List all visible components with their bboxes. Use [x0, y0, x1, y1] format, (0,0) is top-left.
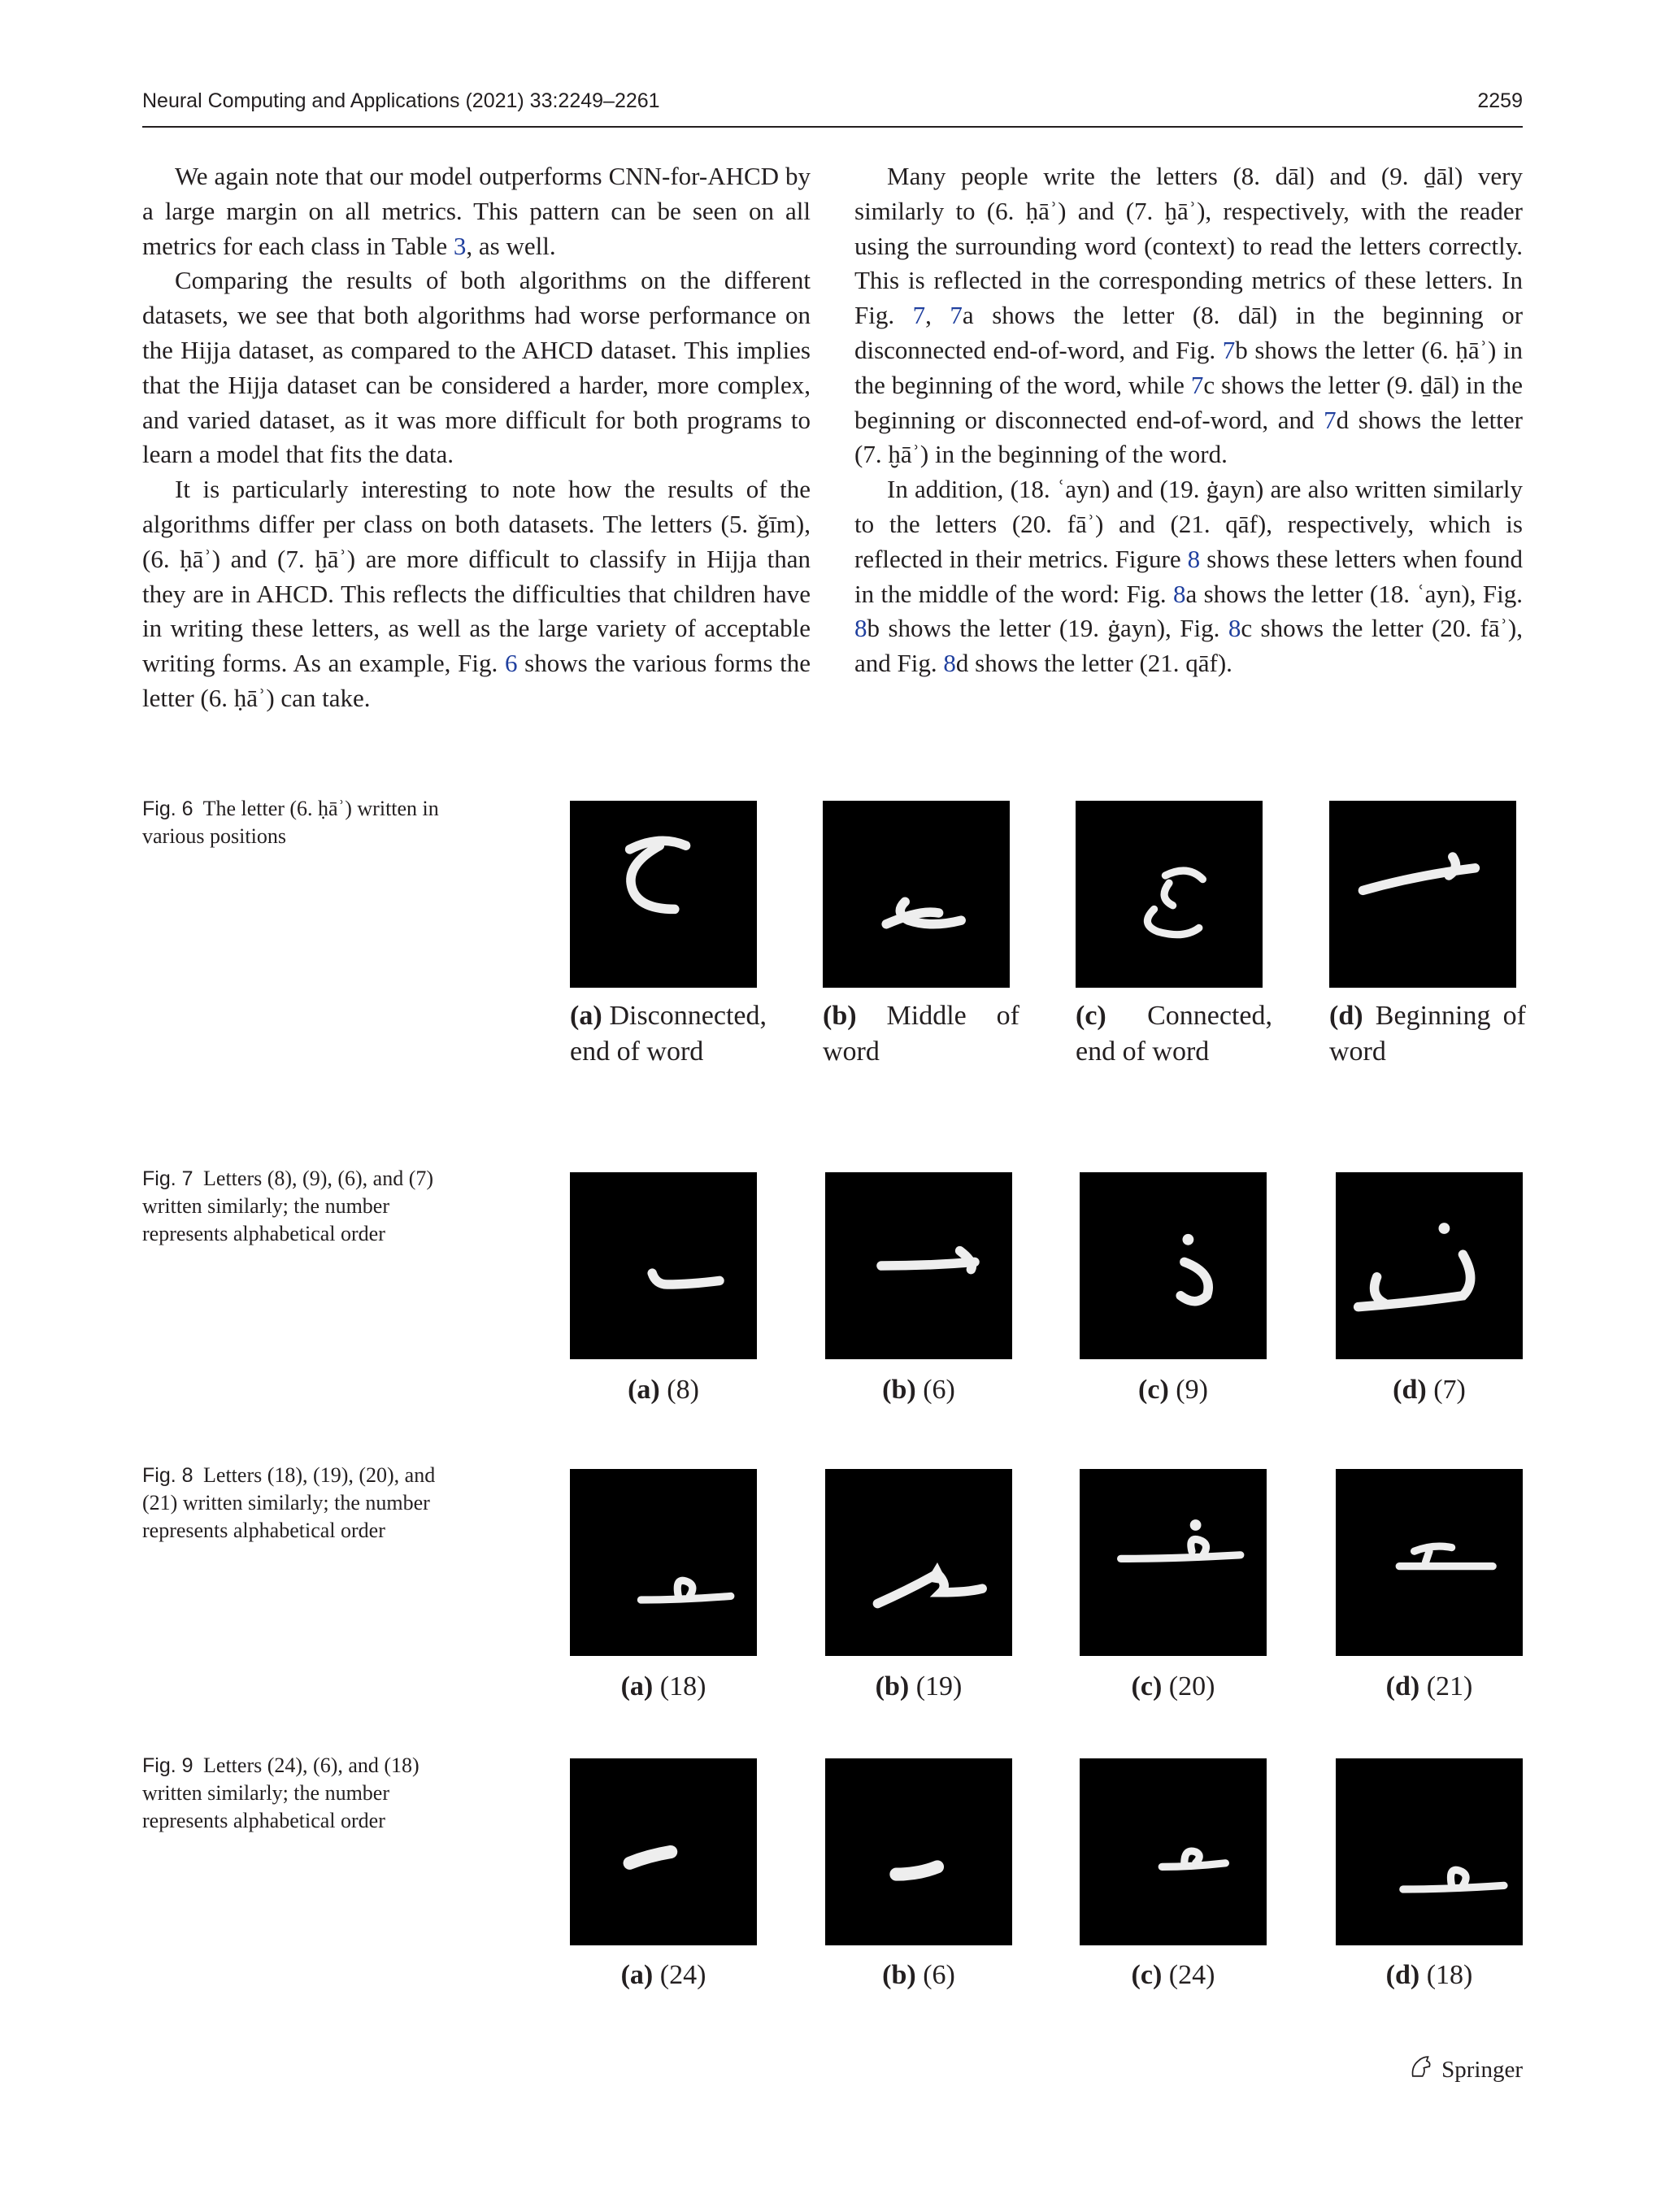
springer-horse-icon — [1407, 2053, 1435, 2087]
right-column — [854, 159, 1523, 681]
subfigure-caption: (c) (24) — [1131, 1960, 1215, 1990]
figure-ref-link[interactable]: 8 — [854, 614, 867, 643]
header-rule — [142, 126, 1523, 128]
figure-8-caption — [142, 1462, 459, 1545]
subfigure-caption: (d) Beginning of word — [1329, 1001, 1527, 1067]
running-header — [142, 89, 1523, 122]
letter-image — [825, 1469, 1012, 1656]
subfigure-caption: (d) (7) — [1393, 1375, 1466, 1405]
caption-text: Letters (18), (19), (20), and (21) written similarly; the number represents alphabetical order — [142, 1463, 436, 1542]
letter-image — [1080, 1172, 1267, 1359]
subfigure-caption: (a) (18) — [620, 1671, 706, 1701]
subfigure-caption: (a) Disconnected, end of word — [570, 1001, 767, 1067]
figure-ref-link[interactable]: 7 — [1190, 370, 1204, 399]
letter-image — [823, 801, 1010, 988]
subfigure-caption: (b) (19) — [875, 1671, 963, 1701]
subfigure-caption: (b) (6) — [882, 1960, 955, 1990]
publisher-logo — [1407, 2053, 1523, 2087]
caption-text: Letters (8), (9), (6), and (7) written similarly; the number represents alphabetical order — [142, 1167, 434, 1245]
subfigure-caption: (c) Connected, end of word — [1076, 1001, 1272, 1067]
subfigure-caption: (b) Middle of word — [823, 1001, 1019, 1067]
figure-ref-link[interactable]: 8 — [943, 649, 956, 678]
caption-text: Letters (24), (6), and (18) written similarly; the number represents alphabetical order — [142, 1754, 420, 1832]
letter-image — [570, 801, 757, 988]
letter-image — [570, 1469, 757, 1656]
figure-7-caption — [142, 1165, 459, 1248]
letter-image — [1076, 801, 1263, 988]
paragraph: We again note that our model outperforms CNN-for-AHCD by a large margin on all metrics. This pattern can be seen on all metrics for each class in Table 3, as well. — [142, 162, 811, 260]
figure-label: Fig. 8 — [142, 1464, 193, 1487]
subfigure-caption: (b) (6) — [882, 1375, 955, 1405]
letter-image — [1080, 1469, 1267, 1656]
letter-image — [570, 1172, 757, 1359]
publisher-name: Springer — [1441, 2056, 1523, 2083]
figure-6-caption — [142, 795, 459, 850]
paragraph: In addition, (18. ʿayn) and (19. ġayn) are also written similarly to the letters (20. fāʾ) and (21. qāf), respectively, which is reflected in their metrics. Figure 8 shows these letters when found in the middle of the word: Fig. 8a shows the letter (18. ʿayn), Fig. 8b shows the letter (19. ġayn), Fig. 8c shows the letter (20. fāʾ), and Fig. 8d shows the letter (21. qāf). — [854, 475, 1523, 678]
figure-ref-link[interactable]: 8 — [1187, 544, 1201, 573]
letter-image — [1080, 1758, 1267, 1945]
letter-image — [825, 1172, 1012, 1359]
paragraph: It is particularly interesting to note how the results of the algorithms differ per class on both datasets. The letters (5. ǧīm), (6. ḥāʾ) and (7. ḫāʾ) are more difficult to classify in Hijja than they are in AHCD. This reflects the difficulties that children have in writing these letters, as well as the large variety of acceptable writing forms. As an example, Fig. 6 shows the various forms the letter (6. ḥāʾ) can take. — [142, 475, 811, 712]
letter-image — [1329, 801, 1516, 988]
paragraph: Comparing the results of both algorithms on the different datasets, we see that both algorithms had worse performance on the Hijja dataset, as compared to the AHCD dataset. This implies that the Hijja dataset can be considered a harder, more complex, and varied dataset, as it was more difficult for both programs to learn a model that fits the data. — [142, 266, 811, 469]
subfigure-caption: (d) (18) — [1385, 1960, 1473, 1990]
letter-image — [1336, 1758, 1523, 1945]
left-column — [142, 159, 811, 716]
figure-ref-link[interactable]: 7 — [1222, 335, 1236, 364]
letter-image — [570, 1758, 757, 1945]
page-number: 2259 — [1477, 89, 1523, 112]
subfigure-caption: (c) (20) — [1131, 1671, 1215, 1701]
caption-text: The letter (6. ḥāʾ) written in various positions — [142, 797, 439, 848]
figure-ref-link[interactable]: 6 — [504, 649, 518, 678]
figure-label: Fig. 7 — [142, 1167, 193, 1190]
subfigure-caption: (d) (21) — [1385, 1671, 1473, 1701]
figure-ref-link[interactable]: 8 — [1228, 614, 1241, 643]
table-ref-link[interactable]: 3 — [453, 231, 467, 260]
subfigure-caption: (c) (9) — [1138, 1375, 1208, 1405]
figure-ref-link[interactable]: 7 — [950, 301, 963, 330]
figure-label: Fig. 6 — [142, 797, 193, 820]
figure-ref-link[interactable]: 7 — [1324, 405, 1337, 434]
journal-citation: Neural Computing and Applications (2021) 33:2249–2261 — [142, 89, 660, 112]
paragraph: Many people write the letters (8. dāl) and (9. ḏāl) very similarly to (6. ḥāʾ) and (7. ḫāʾ), respectively, with the reader using the surrounding word (context) to read the letters correctly. This is reflected in the corresponding metrics of these letters. In Fig. 7, 7a shows the letter (8. dāl) in the beginning or disconnected end-of-word, and Fig. 7b shows the letter (6. ḥāʾ) in the beginning of the word, while 7c shows the letter (9. ḏāl) in the beginning or disconnected end-of-word, and 7d shows the letter (7. ḫāʾ) in the beginning of the word. — [854, 162, 1524, 469]
letter-image — [1336, 1469, 1523, 1656]
letter-image — [825, 1758, 1012, 1945]
subfigure-caption: (a) (8) — [628, 1375, 699, 1405]
figure-ref-link[interactable]: 7 — [912, 301, 926, 330]
subfigure-caption: (a) (24) — [620, 1960, 706, 1990]
letter-image — [1336, 1172, 1523, 1359]
figure-label: Fig. 9 — [142, 1754, 193, 1777]
figure-ref-link[interactable]: 8 — [1172, 579, 1186, 608]
figure-9-caption — [142, 1752, 459, 1835]
